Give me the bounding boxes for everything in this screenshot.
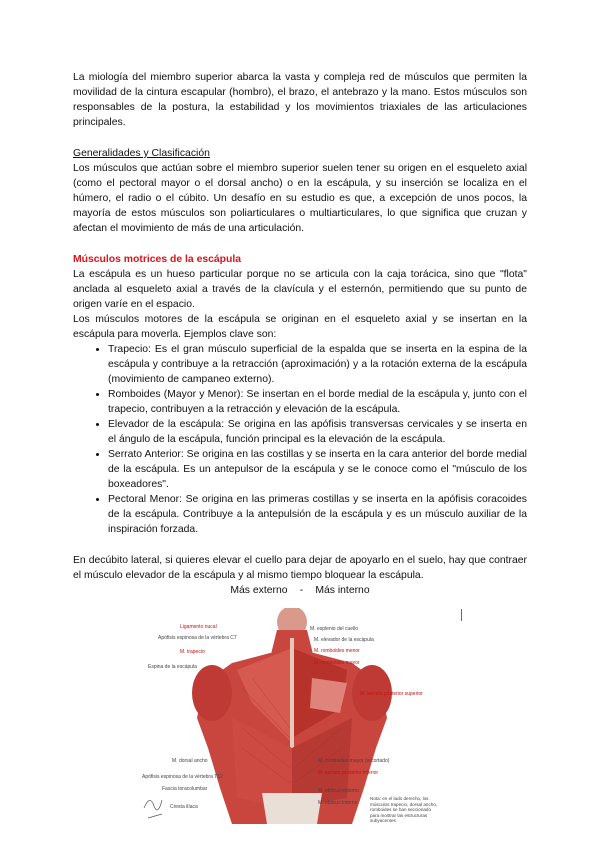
label-dorsal-ancho: M. dorsal ancho — [172, 758, 208, 764]
escapula-paragraph-1: La escápula es un hueso particular porque no se articula con la caja torácica, sino que "flota" anclada al esqueleto axial a través de la clavícula y el esternón, permitiendo que su punto de origen varíe en el espacio. — [73, 269, 527, 310]
label-romboides-recortado: M. romboides mayor (recortado) — [318, 758, 390, 764]
intro-paragraph: La miología del miembro superior abarca la vasta y compleja red de músculos que permiten la movilidad de la cintura escapular (hombro), el brazo, el antebrazo y la mano. Estos músculos son responsables de la postura, la estabilidad y los movimientos triaxiales de las articulaciones principales. — [73, 72, 527, 128]
label-ligamento-nucal: Ligamento nucal — [180, 624, 217, 630]
list-item: • Trapecio: Es el gran músculo superficial de la espalda que se inserta en la espina de la escápula y contribuye a la retracción (aproximación) y a la rotación externa de la escápula (movimiento de campaneo externo). — [108, 342, 527, 387]
caption-separator: - — [299, 585, 304, 596]
list-item: • Serrato Anterior: Se origina en las costillas y se inserta en la cara anterior del borde medial de la escápula. Es un antepulsor de la escápula y se le conoce como el "músculo de los boxeadores". — [108, 447, 527, 492]
label-apofisis-t12: Apófisis espinosa de la vértebra T12 — [142, 774, 223, 780]
label-espina-escapula: Espina de la escápula — [148, 664, 197, 670]
label-esplenio: M. esplenio del cuello — [310, 626, 359, 632]
label-apofisis-c7: Apófisis espinosa de la vértebra C7 — [158, 635, 237, 641]
label-cresta-iliaca: Cresta ilíaca — [170, 804, 198, 810]
muscle-list — [73, 342, 527, 537]
list-item: • Romboides (Mayor y Menor): Se insertan en el borde medial de la escápula y, junto con el trapecio, contribuyen a la retracción y elevación de la escápula. — [108, 387, 527, 417]
section-heading-generalidades: Generalidades y Clasificación — [73, 148, 210, 159]
anatomy-illustration — [142, 608, 442, 824]
label-trapecio: M. trapecio — [180, 649, 205, 655]
figure-caption — [0, 585, 600, 596]
label-serrato-posterior-inferior: M. serrato posterior inferior — [318, 770, 379, 776]
caption-right: Más interno — [315, 585, 370, 596]
generalidades-paragraph: Los músculos que actúan sobre el miembro superior suelen tener su origen en el esqueleto axial (como el pectoral mayor o el dorsal ancho) o en la escápula, y su inserción se localiza en el húmero, el radio o el cúbito. Un desafío en su estudio es que, a excepción de unos pocos, la mayoría de estos músculos son poliarticulares o multiarticulares, lo que significa que cruzan y afectan el movimiento de más de una articulación. — [73, 163, 527, 234]
caption-left: Más externo — [230, 585, 288, 596]
label-serrato-posterior-superior: M. serrato posterior superior — [360, 691, 423, 697]
document-body — [73, 70, 527, 583]
label-romboides-menor: M. romboides menor — [314, 648, 360, 654]
text-cursor — [461, 609, 462, 621]
figure-note: Nota: en el lado derecho, los músculos trapecio, dorsal ancho, romboides se han seccionado para mostrar las estructuras subyacentes — [370, 796, 438, 823]
label-oblicuo-interno: M. oblicuo interno — [318, 800, 358, 806]
label-fascia-toracolumbar: Fascia toracolumbar — [162, 786, 208, 792]
list-item: • Elevador de la escápula: Se origina en las apófisis transversas cervicales y se inserta en el ángulo de la escápula, función principal es la elevación de la escápula. — [108, 417, 527, 447]
label-romboides-mayor: M. romboides mayor — [314, 660, 360, 666]
label-elevador-escapula: M. elevador de la escápula — [314, 637, 374, 643]
label-oblicuo-externo: M. oblicuo externo — [318, 788, 359, 794]
escapula-paragraph-2: Los músculos motores de la escápula se originan en el esqueleto axial y se insertan en la escápula para moverla. Ejemplos clave son: — [73, 314, 527, 340]
list-item: • Pectoral Menor: Se origina en las primeras costillas y se inserta en la apófisis coracoides de la escápula. Contribuye a la antepulsión de la escápula y es un músculo auxiliar de la inspiración forzada. — [108, 492, 527, 537]
decubito-paragraph: En decúbito lateral, si quieres elevar el cuello para dejar de apoyarlo en el suelo, hay que contraer el músculo elevador de la escápula y al mismo tiempo bloquear la escápula. — [73, 555, 527, 581]
section-heading-musculos-escapula: Músculos motrices de la escápula — [73, 254, 242, 265]
